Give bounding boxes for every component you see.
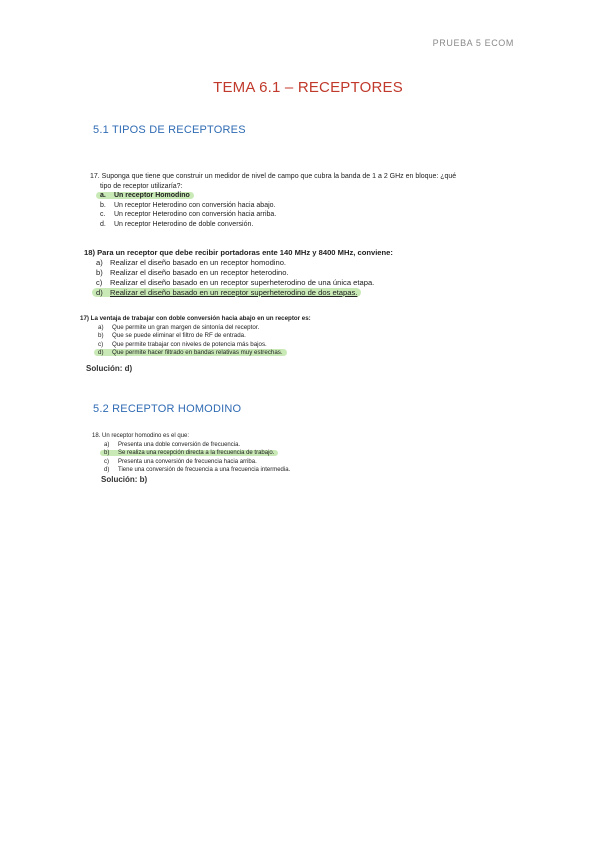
option-b: b. Un receptor Heterodino con conversión hacia abajo. xyxy=(100,201,276,209)
section-heading-tipos: 5.1 TIPOS DE RECEPTORES xyxy=(93,124,246,136)
question-18-homodino xyxy=(92,432,290,475)
solution-label: Solución: d) xyxy=(86,364,133,373)
option-d: d) Que permite hacer filtrado en bandas relativas muy estrechas. xyxy=(98,349,311,358)
question-stem: 17) La ventaja de trabajar con doble conversión hacia abajo en un receptor es: xyxy=(80,315,311,322)
option-a: a) Que permite un gran margen de sintonía del receptor. xyxy=(98,323,260,331)
question-17-doble-conversion xyxy=(80,315,311,358)
option-c: c) Presenta una conversión de frecuencia hacia arriba. xyxy=(104,458,257,465)
option-b: b) Realizar el diseño basado en un receptor heterodino. xyxy=(96,268,289,277)
option-b: b) Se realiza una recepción directa a la frecuencia de trabajo. xyxy=(104,449,290,458)
question-stem: 18) Para un receptor que debe recibir portadoras ente 140 MHz y 8400 MHz, conviene: xyxy=(84,248,393,257)
option-d: d) Realizar el diseño basado en un receptor superheterodino de dos etapas. xyxy=(96,288,393,298)
page-header-label: PRUEBA 5 ECOM xyxy=(432,38,514,48)
question-18-portadoras xyxy=(84,248,393,298)
solution-label: Solución: b) xyxy=(101,475,148,484)
option-c: c. Un receptor Heterodino con conversión hacia arriba. xyxy=(100,211,277,218)
section-heading-homodino: 5.2 RECEPTOR HOMODINO xyxy=(93,403,242,415)
question-stem: 18. Un receptor homodino es el que: xyxy=(92,433,190,439)
option-b: b) Que se puede eliminar el filtro de RF de entrada. xyxy=(98,332,246,340)
option-a: a) Realizar el diseño basado en un receptor homodino. xyxy=(96,258,287,267)
option-c: c) Realizar el diseño basado en un receptor superheterodino de una única etapa. xyxy=(96,278,375,287)
option-a: a. Un receptor Homodino xyxy=(100,191,456,201)
question-stem-line1: 17. Suponga que tiene que construir un medidor de nivel de campo que cubra la banda de 1 a 2 GHz en bloque: ¿qué xyxy=(90,173,457,180)
option-d: d) Tiene una conversión de frecuencia a una frecuencia intermedia. xyxy=(104,467,291,473)
option-c: c) Que permite trabajar con niveles de potencia más bajos. xyxy=(98,340,267,348)
option-d: d. Un receptor Heterodino de doble conversión. xyxy=(100,220,254,228)
question-17-medidor xyxy=(90,172,456,229)
option-a: a) Presenta una doble conversión de frecuencia. xyxy=(104,441,241,448)
question-stem-line2: tipo de receptor utilizaría?: xyxy=(100,182,183,190)
page-title: TEMA 6.1 – RECEPTORES xyxy=(213,79,403,96)
